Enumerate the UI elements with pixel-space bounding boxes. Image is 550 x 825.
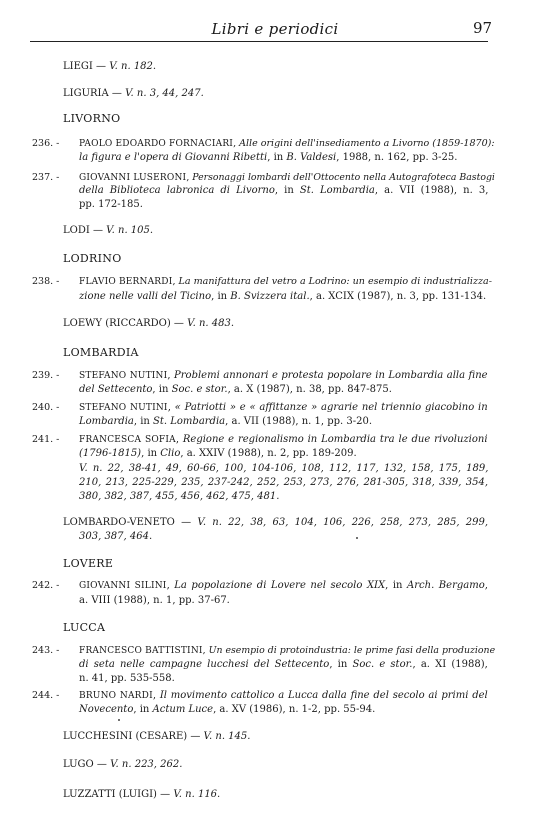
text-segment: , 1988, n. 162, pp. 3-25. [336,152,458,163]
bibliography-entry-line [79,384,392,395]
italic-text: Clio [160,448,181,459]
page-number: 97 [473,19,493,37]
italic-text: V. n. 182. [109,61,157,72]
bibliography-entry-line [79,659,488,670]
cross-reference-line [63,759,182,770]
italic-text: Alle origini dell'insediamento a Livorno (1859-1870): [239,138,495,149]
author-name: STEFANO NUTINI [79,371,168,381]
italic-text: Il movimento cattolico a Lucca dalla fine del secolo ai primi del [159,690,488,701]
italic-text: Regione e regionalismo in Lombardia tra le due rivoluzioni [182,434,488,445]
text-segment: , a. VII (1988), n. 3, [374,185,489,196]
text-segment: , [233,138,240,149]
bibliography-entry-line [79,276,492,287]
text-segment: , [186,172,193,183]
italic-text: (1796-1815) [79,448,142,459]
cross-reference-line [63,789,220,800]
italic-text: 303, 387, 464. [79,531,153,542]
text-segment: , a. XI (1988), [412,659,488,670]
bibliography-entry-line [79,434,488,445]
section-heading [63,252,122,265]
text-segment: , in [133,416,154,427]
text-segment: LUCCHESINI (CESARE) — [63,731,204,742]
author-name: PAOLO EDOARDO FORNACIARI [79,139,234,149]
text-segment: LUGO — [63,759,111,770]
author-name: FRANCESCA SOFIA [79,435,176,445]
entry-number: 240. - [32,402,60,413]
text-segment: , [167,402,175,413]
bibliography-entry-line [79,580,488,591]
italic-text: St. Lombardia [299,185,375,196]
bibliography-entry-line [79,199,143,210]
italic-text: B. Valdesi [286,152,337,163]
print-speck [356,537,358,539]
author-name: BRUNO NARDI [79,691,153,701]
text-segment: , a. X (1987), n. 38, pp. 847-875. [227,384,392,395]
header-rule [30,41,488,42]
author-name: GIOVANNI LUSERONI [79,173,187,183]
text-segment: , in [329,659,353,670]
text-segment: LOEWY (RICCARDO) — [63,318,188,329]
author-name: FLAVIO BERNARDI [79,277,173,287]
italic-text: Un esempio di protoindustria: le prime fasi della produzione [208,645,496,656]
text-segment: a. VIII (1988), n. 1, pp. 37-67. [79,595,230,606]
text-segment: , in [267,152,287,163]
italic-text: St. Lombardia [153,416,226,427]
italic-text: Personaggi lombardi dell'Ottocento nella Autografoteca Bastogi [192,172,495,183]
bibliography-entry-line [79,416,372,427]
italic-text: Actum Luce [152,704,214,715]
text-segment: , in [211,291,231,302]
text-segment: LUCCA [63,621,106,634]
entry-number: 236. - [32,138,60,149]
text-segment: LOVERE [63,557,114,570]
text-segment: , [166,580,175,591]
text-segment: , [172,276,179,287]
text-segment: , [202,645,209,656]
bibliography-entry-line [79,645,495,656]
text-segment: LODRINO [63,252,122,265]
italic-text: Arch. Bergamo [407,580,485,591]
italic-text: di seta nelle campagne lucchesi del Settecento [79,659,330,670]
bibliography-entry-line [79,704,375,715]
italic-text: Problemi annonari e protesta popolare in Lombardia alla fine [174,370,488,381]
text-segment: , a. XCIX (1987), n. 3, pp. 131-134. [309,291,487,302]
italic-text: B. Svizzera ital. [230,291,310,302]
italic-text: la figura e l'opera di Giovanni Ribetti [79,152,268,163]
text-segment: , a. XXIV (1988), n. 2, pp. 189-209. [180,448,357,459]
bibliography-entry-line [79,673,175,684]
author-name: FRANCESCO BATTISTINI [79,646,203,656]
italic-text: V. n. 22, 38-41, 49, 60-66, 100, 104-106, 108, 112, 117, 132, 158, 175, 189, [79,463,489,474]
text-segment: n. 41, pp. 535-558. [79,673,175,684]
italic-text: 210, 213, 225-229, 235, 237-242, 252, 253, 273, 276, 281-305, 318, 339, 354, [79,477,489,488]
entry-number: 242. - [32,580,60,591]
text-segment: , in [133,704,153,715]
bibliography-entry-line [79,370,488,381]
bibliography-entry-line [79,595,230,606]
running-header-title: Libri e periodici [211,20,339,38]
text-segment: LIGURIA — [63,88,126,99]
bibliography-entry-line [79,491,279,502]
text-segment: , [167,370,175,381]
section-heading [63,557,113,570]
italic-text: 380, 382, 387, 455, 456, 462, 475, 481. [79,491,280,502]
text-segment: , in [385,580,408,591]
bibliography-entry-line [79,172,495,183]
italic-text: V. n. 105. [106,225,154,236]
italic-text: V. n. 3, 44, 247. [125,88,204,99]
cross-reference-line [63,88,204,99]
cross-reference-line [79,531,152,542]
text-segment: , [484,580,488,591]
entry-number: 238. - [32,276,60,287]
italic-text: Soc. e stor. [171,384,228,395]
text-segment: , [152,690,160,701]
author-name: GIOVANNI SILINI [79,581,167,591]
italic-text: V. n. 223, 262. [110,759,183,770]
bibliography-entry-line [79,185,488,196]
cross-reference-line [63,731,250,742]
author-name: STEFANO NUTINI [79,403,168,413]
italic-text: V. n. 483. [187,318,235,329]
bibliography-entry-line [79,463,488,474]
text-segment: LOMBARDIA [63,346,139,359]
text-segment: LIVORNO [63,112,121,125]
italic-text: della Biblioteca labronica di Livorno [79,185,275,196]
text-segment: LUZZATTI (LUIGI) — [63,789,174,800]
italic-text: Soc. e stor. [352,659,413,670]
section-heading [63,346,139,359]
italic-text: Lombardia [79,416,134,427]
bibliography-entry-line [79,291,486,302]
italic-text: V. n. 22, 38, 63, 104, 106, 226, 258, 273, 285, 299, [197,517,489,528]
entry-number: 239. - [32,370,60,381]
italic-text: Novecento [79,704,134,715]
text-segment: , a. XV (1986), n. 1-2, pp. 55-94. [213,704,376,715]
cross-reference-line [63,318,234,329]
entry-number: 244. - [32,690,60,701]
entry-number: 243. - [32,645,60,656]
section-heading [63,112,120,125]
italic-text: zione nelle valli del Ticino [79,291,212,302]
text-segment: , in [141,448,161,459]
bibliography-entry-line [79,690,488,701]
italic-text: La popolazione di Lovere nel secolo XIX [174,580,386,591]
italic-text: del Settecento [79,384,153,395]
bibliography-entry-line [79,152,457,163]
entry-number: 237. - [32,172,60,183]
bibliography-entry-line [79,448,357,459]
bibliography-entry-line [79,138,495,149]
text-segment: , in [152,384,172,395]
italic-text: V. n. 116. [173,789,221,800]
italic-text: V. n. 145. [203,731,251,742]
cross-reference-line [63,225,153,236]
text-segment: pp. 172-185. [79,199,143,210]
text-segment: , [175,434,183,445]
italic-text: La manifattura del vetro a Lodrino: un esempio di industrializza- [178,276,492,287]
bibliography-entry-line [79,402,488,413]
italic-text: « Patriotti » e « affittanze » agrarie nel triennio giacobino in [174,402,488,413]
section-heading [63,621,105,634]
text-segment: LOMBARDO-VENETO — [63,517,198,528]
entry-number: 241. - [32,434,60,445]
bibliography-entry-line [79,477,488,488]
text-segment: , a. VII (1988), n. 1, pp. 3-20. [225,416,373,427]
text-segment: LIEGI — [63,61,110,72]
text-segment: , in [274,185,300,196]
text-segment: LODI — [63,225,107,236]
print-speck [118,719,120,721]
cross-reference-line [63,517,488,528]
cross-reference-line [63,61,156,72]
